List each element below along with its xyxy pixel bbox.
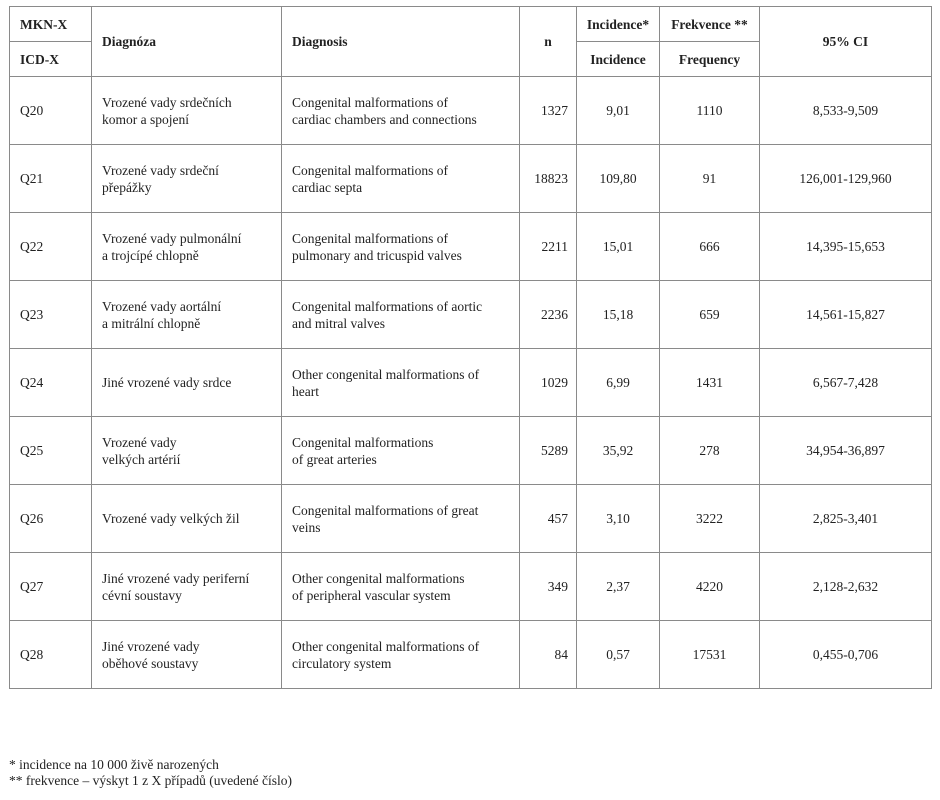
cell-diagnosis-line: and mitral valves <box>292 315 385 331</box>
header-ci: 95% CI <box>760 7 932 77</box>
cell-incidence: 0,57 <box>577 621 660 689</box>
table-row <box>10 485 932 553</box>
cell-incidence: 2,37 <box>577 553 660 621</box>
cell-incidence: 9,01 <box>577 77 660 145</box>
cell-incidence: 15,18 <box>577 281 660 349</box>
footnote-frequency: ** frekvence – výskyt 1 z X případů (uvedené číslo) <box>9 773 293 788</box>
cell-diagnoza-line: cévní soustavy <box>102 587 182 603</box>
header-code-en: ICD-X <box>10 42 92 77</box>
cell-frequency: 91 <box>660 145 760 213</box>
cell-ci: 2,128-2,632 <box>760 553 932 621</box>
cell-code: Q22 <box>10 213 92 281</box>
cell-frequency: 659 <box>660 281 760 349</box>
cell-code: Q26 <box>10 485 92 553</box>
cell-n: 18823 <box>520 145 577 213</box>
header-diagnosis: Diagnosis <box>282 7 520 77</box>
cell-diagnosis <box>282 145 520 213</box>
cell-diagnoza <box>92 77 282 145</box>
cell-n: 1327 <box>520 77 577 145</box>
cell-frequency: 1110 <box>660 77 760 145</box>
cell-diagnoza-line: velkých artérií <box>102 451 181 467</box>
table-row <box>10 417 932 485</box>
cell-n: 5289 <box>520 417 577 485</box>
cell-diagnoza-line: a mitrální chlopně <box>102 315 201 331</box>
cell-frequency: 4220 <box>660 553 760 621</box>
cell-diagnosis-line: cardiac chambers and connections <box>292 111 477 127</box>
cell-diagnoza-line: Vrozené vady velkých žil <box>102 511 240 526</box>
cell-incidence: 35,92 <box>577 417 660 485</box>
cell-frequency: 278 <box>660 417 760 485</box>
cell-frequency: 3222 <box>660 485 760 553</box>
cell-code: Q27 <box>10 553 92 621</box>
cell-diagnosis <box>282 77 520 145</box>
cell-diagnoza-line: Vrozené vady srdeční <box>102 162 219 178</box>
cell-n: 349 <box>520 553 577 621</box>
cell-diagnosis-line: Other congenital malformations of <box>292 638 480 654</box>
header-diagnoza: Diagnóza <box>92 7 282 77</box>
table-row <box>10 145 932 213</box>
header-frekvence-en: Frequency <box>660 42 760 77</box>
cell-n: 84 <box>520 621 577 689</box>
cell-diagnoza <box>92 145 282 213</box>
cell-diagnoza <box>92 349 282 417</box>
cell-diagnosis <box>282 621 520 689</box>
cell-code: Q23 <box>10 281 92 349</box>
cell-diagnosis <box>282 485 520 553</box>
cell-n: 1029 <box>520 349 577 417</box>
cell-diagnosis-line: Other congenital malformations of <box>292 366 480 382</box>
cell-ci: 8,533-9,509 <box>760 77 932 145</box>
cell-diagnosis-line: pulmonary and tricuspid valves <box>292 247 462 263</box>
cell-diagnoza-line: přepážky <box>102 179 152 195</box>
cell-diagnosis-line: Congenital malformations of <box>292 94 448 110</box>
cell-diagnoza-line: oběhové soustavy <box>102 655 199 671</box>
cell-ci: 0,455-0,706 <box>760 621 932 689</box>
cell-diagnosis-line: cardiac septa <box>292 179 363 195</box>
cell-diagnosis-line: Congenital malformations of great <box>292 502 479 518</box>
cell-diagnoza-line: Vrozené vady <box>102 434 177 450</box>
cell-diagnosis <box>282 349 520 417</box>
header-incidence-cz: Incidence* <box>577 7 660 42</box>
cell-ci: 14,561-15,827 <box>760 281 932 349</box>
cell-diagnosis-line: Congenital malformations of <box>292 230 448 246</box>
cell-incidence: 109,80 <box>577 145 660 213</box>
cell-diagnoza <box>92 281 282 349</box>
cell-diagnoza <box>92 417 282 485</box>
cell-diagnosis-line: Other congenital malformations <box>292 570 465 586</box>
table-row <box>10 281 932 349</box>
cell-diagnoza-line: Jiné vrozené vady <box>102 638 200 654</box>
cell-diagnosis-line: veins <box>292 519 321 535</box>
cell-incidence: 15,01 <box>577 213 660 281</box>
cell-ci: 6,567-7,428 <box>760 349 932 417</box>
cell-n: 2211 <box>520 213 577 281</box>
cell-diagnoza-line: Vrozené vady aortální <box>102 298 222 314</box>
cell-incidence: 3,10 <box>577 485 660 553</box>
cell-frequency: 1431 <box>660 349 760 417</box>
table-row <box>10 213 932 281</box>
cell-code: Q25 <box>10 417 92 485</box>
cell-diagnosis-line: Congenital malformations of <box>292 162 448 178</box>
header-row-1 <box>10 7 932 42</box>
table-footnotes <box>9 757 292 789</box>
cell-code: Q20 <box>10 77 92 145</box>
cell-diagnosis-line: heart <box>292 383 319 399</box>
cell-diagnosis-line: circulatory system <box>292 655 392 671</box>
cell-diagnoza-line: a trojcípé chlopně <box>102 247 199 263</box>
footnote-incidence: * incidence na 10 000 živě narozených <box>9 757 219 772</box>
cell-diagnosis-line: of peripheral vascular system <box>292 587 451 603</box>
cell-diagnoza-line: Jiné vrozené vady periferní <box>102 570 250 586</box>
cell-diagnoza <box>92 621 282 689</box>
cell-diagnoza-line: komor a spojení <box>102 111 189 127</box>
cell-diagnoza <box>92 553 282 621</box>
header-incidence-en: Incidence <box>577 42 660 77</box>
header-code-cz: MKN-X <box>10 7 92 42</box>
header-frekvence-cz: Frekvence ** <box>660 7 760 42</box>
cell-diagnosis-line: of great arteries <box>292 451 377 467</box>
cell-frequency: 666 <box>660 213 760 281</box>
cell-incidence: 6,99 <box>577 349 660 417</box>
cell-diagnoza <box>92 485 282 553</box>
cell-code: Q24 <box>10 349 92 417</box>
cell-diagnoza-line: Vrozené vady srdečních <box>102 94 232 110</box>
malformations-table <box>9 6 932 689</box>
table-row <box>10 349 932 417</box>
cell-ci: 126,001-129,960 <box>760 145 932 213</box>
cell-code: Q21 <box>10 145 92 213</box>
cell-diagnosis <box>282 213 520 281</box>
cell-diagnoza <box>92 213 282 281</box>
cell-diagnosis <box>282 281 520 349</box>
cell-frequency: 17531 <box>660 621 760 689</box>
table-row <box>10 77 932 145</box>
cell-diagnoza-line: Jiné vrozené vady srdce <box>102 375 232 390</box>
table-row <box>10 621 932 689</box>
cell-ci: 2,825-3,401 <box>760 485 932 553</box>
table-row <box>10 553 932 621</box>
cell-diagnosis-line: Congenital malformations <box>292 434 434 450</box>
cell-n: 457 <box>520 485 577 553</box>
cell-ci: 34,954-36,897 <box>760 417 932 485</box>
cell-diagnosis <box>282 553 520 621</box>
cell-code: Q28 <box>10 621 92 689</box>
header-n: n <box>520 7 577 77</box>
cell-ci: 14,395-15,653 <box>760 213 932 281</box>
cell-diagnoza-line: Vrozené vady pulmonální <box>102 230 242 246</box>
cell-diagnosis-line: Congenital malformations of aortic <box>292 298 483 314</box>
cell-n: 2236 <box>520 281 577 349</box>
cell-diagnosis <box>282 417 520 485</box>
